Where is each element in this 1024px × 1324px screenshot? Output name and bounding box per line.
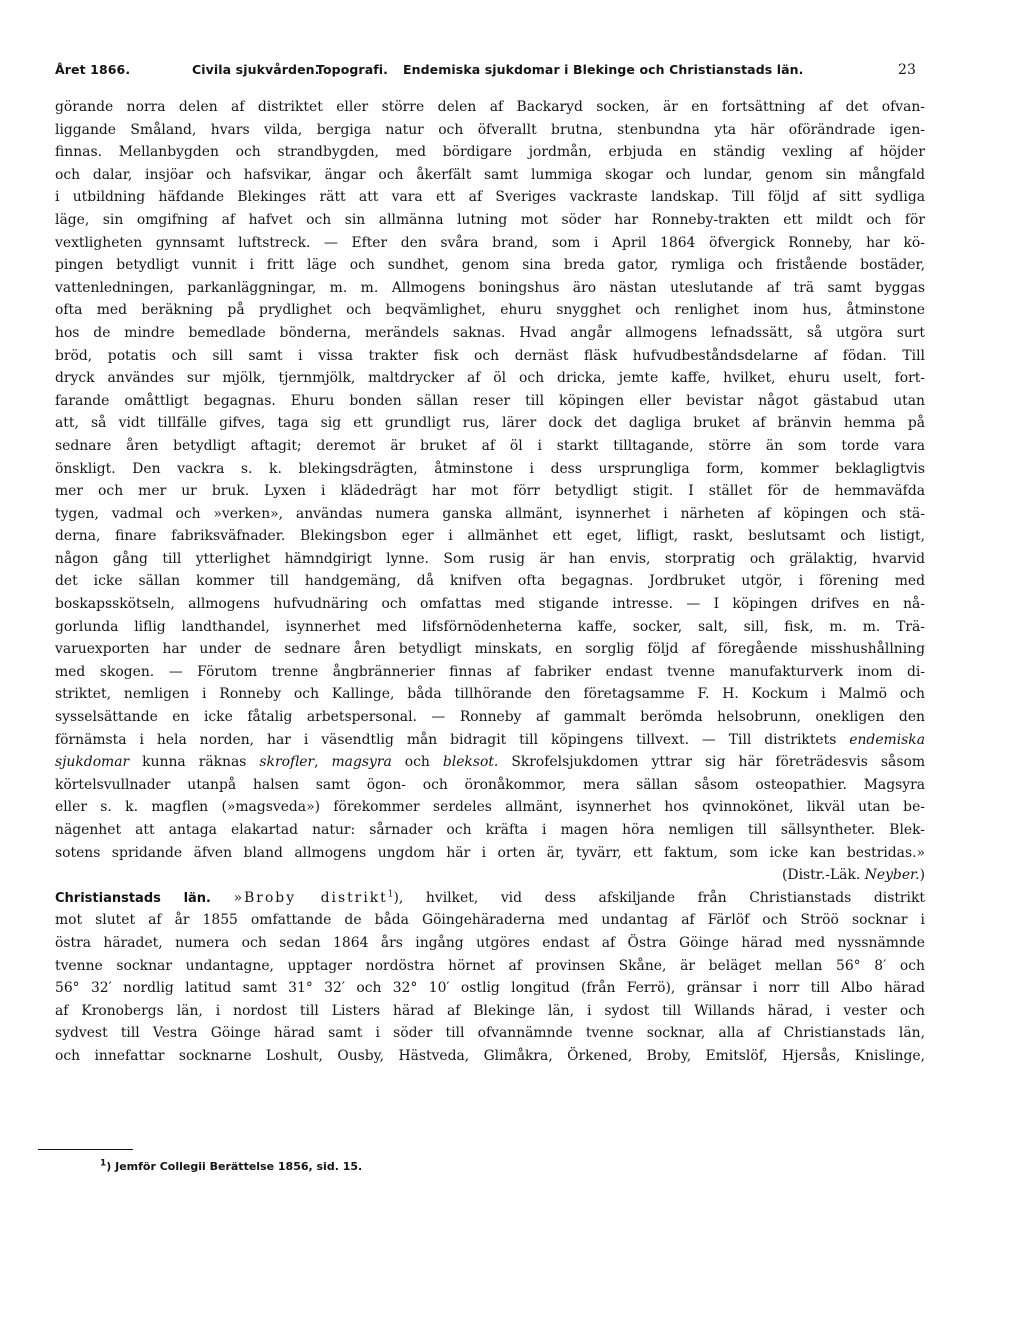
- text-line: sydvest till Vestra Göinge härad samt i söder till ofvannämnde tvenne socknar, alla af Christianstads län,: [55, 1025, 925, 1042]
- text-line: nägenhet att antaga elakartad natur: sårnader och kräfta i magen höra nemligen till sällsyntheter. Blek-: [55, 822, 925, 838]
- text-line: hos de mindre bemedlade bönderna, merändels saknas. Hvad angår allmogens lefnadssätt, så utgöra surt: [55, 324, 925, 341]
- section-line-0: ), hvilket, vid dess afskiljande från Christianstads distrikt: [393, 889, 925, 906]
- paragraph-blekinge: [55, 96, 925, 864]
- text-line: det icke sällan kommer till handgemäng, då knifven ofta begagnas. Jordbruket utgör, i förening med: [55, 573, 925, 590]
- text-line: görande norra delen af distriktet eller större delen af Backaryd socken, är en fortsättning af det ofvan-: [55, 99, 925, 115]
- text-line: varuexporten har under de sednare åren betydligt minskats, en sorglig följd af föregående misshushållning: [55, 641, 925, 658]
- text-line: eller s. k. magflen (»magsveda») förekommer serdeles allmänt, isynnerhet hos qvinnokönet, likväl utan be-: [55, 799, 925, 816]
- text-line: bröd, potatis och sill samt i vissa trakter fisk och dernäst fläsk hufvudbeståndsdelarne af födan. Till: [55, 347, 925, 364]
- footnote-text: Jemför Collegii Berättelse 1856, sid. 15.: [115, 1160, 363, 1173]
- header-title: Endemiska sjukdomar i Blekinge och Christianstads län.: [403, 62, 804, 77]
- text-line: sednare åren betydligt aftagit; deremot är bruket af öl i starkt tilltagande, större än som torde vara: [55, 437, 925, 454]
- text-line: tvenne socknar undantagne, upptager nordöstra hörnet af provinsen Skåne, är beläget mellan 56° 8′ och: [55, 957, 925, 974]
- text-line: vattenledningen, parkanläggningar, m. m. Allmogens boningshus äro nästan uteslutande af trä samt byggas: [55, 279, 925, 296]
- header-topography: Topografi.: [316, 62, 389, 77]
- signature-line: [55, 864, 925, 887]
- header-section: Civila sjukvården.: [192, 62, 320, 77]
- text-line: sysselsättande en icke fåtalig arbetspersonal. — Ronneby af gammalt berömda helsobrunn, onekligen den: [55, 709, 925, 726]
- page-number: 23: [898, 62, 917, 78]
- text-line: sjukdomar kunna räknas skrofler, magsyra och bleksot. Skrofelsjukdomen yttrar sig här företrädesvis såsom: [55, 754, 925, 771]
- text-line: körtelsvullnader utanpå halsen samt ögon- och öronåkommor, mera sällan såsom osteopathier. Magsyra: [55, 776, 925, 793]
- text-line: gorlunda liflig landthandel, isynnerhet med lifsförnödenheterna kaffe, socker, salt, sill, fisk, m. m. Trä-: [55, 618, 925, 635]
- text-line: läge, sin omgifning af hafvet och sin allmänna lutning mot söder har Ronneby-trakten ett mildt och för: [55, 211, 925, 228]
- footnote-rule: [38, 1149, 133, 1150]
- footnote-ref: 1: [387, 889, 394, 900]
- paragraph-christianstad: [55, 909, 925, 1067]
- header-year: Året 1866.: [55, 62, 131, 77]
- section-first-line: [55, 887, 925, 910]
- text-line: någon gång till ytterlighet hämndgirigt lynne. Som rusig är han envis, storpratig och grälaktig, hvarvid: [55, 550, 925, 567]
- text-line: östra häradet, numera och sedan 1864 års ingång utgöres endast af Östra Göinge härad med nyssnämnde: [55, 934, 925, 951]
- text-line: vextligheten gynnsamt luftstreck. — Efter den svåra brand, som i April 1864 öfvergick Ronneby, har kö-: [55, 234, 925, 251]
- text-line: striktet, nemligen i Ronneby och Kallinge, båda tillhörande den företagsamme F. H. Kockum i Malmö och: [55, 686, 925, 703]
- text-line: 56° 32′ nordlig latitud samt 31° 32′ och 32° 10′ ostlig longitud (från Ferrö), gränsar i norr till Albo härad: [55, 980, 925, 997]
- text-line: och dalar, insjöar och hafsvikar, ängar och åkerfält samt lummiga skogar och lundar, genom sin mångfald: [55, 166, 925, 183]
- text-line: mot slutet af år 1855 omfattande de båda Göingehäraderna med undantag af Färlöf och Ströö socknar i: [55, 912, 925, 929]
- text-line: finnas. Mellanbygden och strandbygden, med bördigare jordmån, erbjuda en ständig vexling af höjder: [55, 144, 925, 161]
- footnote: $^1$) Jemför Collegii Berättelse 1856, sid. 15.: [100, 1158, 363, 1173]
- text-line: pingen betydligt vunnit i fritt läge och sundhet, genom sina breda gator, rymliga och fristående bostäder,: [55, 257, 925, 274]
- text-line: dryck användes sur mjölk, tjernmjölk, maltdrycker af öl och dricka, jemte kaffe, hvilket, ehuru uselt, fort-: [55, 370, 925, 387]
- text-line: sotens spridande äfven bland allmogens ungdom här i orten är, tyvärr, ett faktum, som icke kan bestridas.»: [55, 844, 925, 861]
- text-line: tygen, vadmal och »verken», användas numera ganska allmänt, isynnerhet i närheten af köpingen och stä-: [55, 505, 925, 522]
- body-text: [55, 96, 925, 1068]
- text-line: mer och mer ur bruk. Lyxen i klädedrägt har mot förr betydligt stigit. I stället för de hemmaväfda: [55, 483, 925, 500]
- section-heading: Christianstads län.: [55, 890, 211, 906]
- footnote-mark: 1: [100, 1158, 107, 1169]
- text-line: i utbildning häfdande Blekinges rätt att vara ett af Sveriges vackraste landskap. Till följd af sitt sydliga: [55, 189, 925, 206]
- text-line: liggande Småland, hvars vilda, bergiga natur och öfverallt brutna, stenbundna yta här oförändrade igen-: [55, 121, 925, 138]
- text-line: att, så vidt tillfälle gifves, taga sig ett grundligt rus, lärer dock det dagliga bruket af bränvin hemma på: [55, 415, 925, 432]
- text-line: och innefattar socknarne Loshult, Ousby, Hästveda, Glimåkra, Örkened, Broby, Emitslöf, Hjersås, Knislinge,: [55, 1047, 925, 1064]
- text-line: med skogen. — Förutom trenne ångbrännerier finnas af fabriker endast tvenne manufakturverk inom di-: [55, 663, 925, 680]
- text-line: derna, finare fabriksväfnader. Blekingsbon eger i allmänhet ett eget, lifligt, raskt, beslutsamt och listigt,: [55, 528, 925, 545]
- text-line: af Kronobergs län, i nordost till Listers härad af Blekinge län, i sydost till Willands härad, i vester och: [55, 1002, 925, 1019]
- text-line: önskligt. Den vackra s. k. blekingsdrägten, åtminstone i dess ursprungliga form, kommer beklagligtvis: [55, 460, 925, 477]
- text-line: boskapsskötseln, allmogens hufvudnäring och omfattas med stigande intresse. — I köpingen drifves en nå-: [55, 596, 925, 613]
- text-line: förnämsta i hela norden, har i väsendtlig mån bidragit till köpingens tillvext. — Till distriktets endemiska: [55, 731, 925, 748]
- running-header: [55, 62, 975, 86]
- signature: (Distr.-Läk. Neyber.): [782, 867, 925, 884]
- section-intro: »Broby distrikt: [233, 889, 388, 906]
- text-line: farande omåttligt begagnas. Ehuru bonden sällan reser till köpingen eller bevistar något gästabud utan: [55, 392, 925, 409]
- text-line: ofta med beräkning på prydlighet och beqvämlighet, ehuru snygghet och renlighet inom hus, åtminstone: [55, 302, 925, 319]
